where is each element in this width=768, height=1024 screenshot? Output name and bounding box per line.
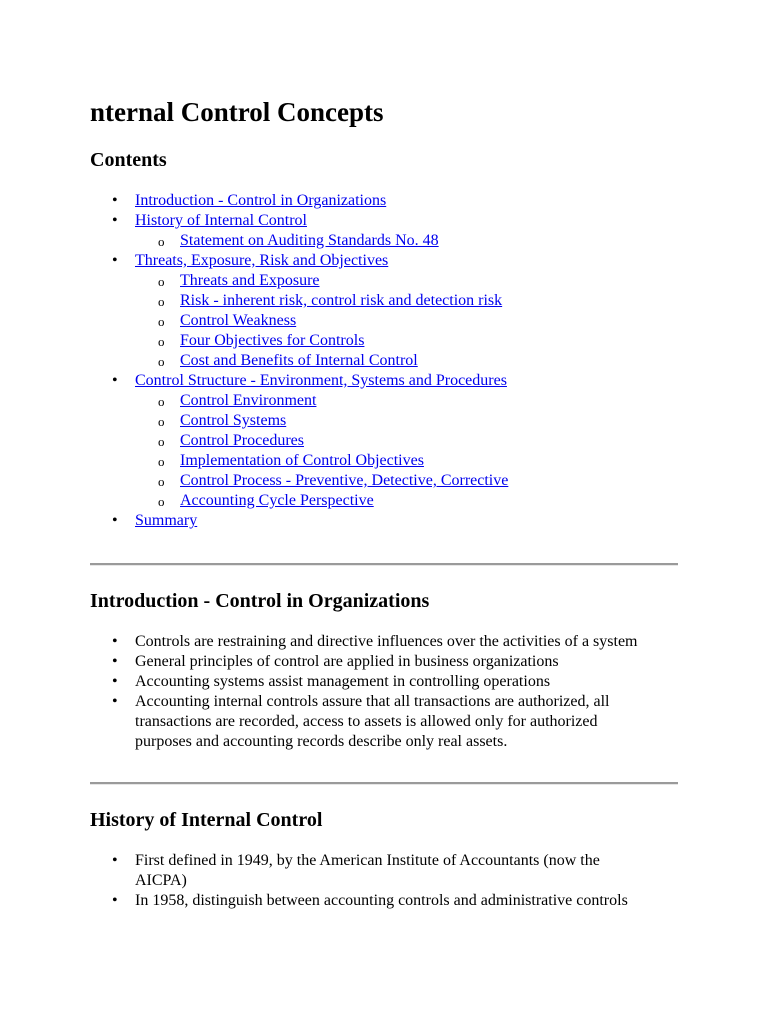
contents-link-history[interactable]: History of Internal Control [135,212,307,229]
section-divider [90,563,678,566]
bullet-circle-icon: o [158,434,165,449]
contents-link-threats-exposure[interactable]: Threats and Exposure [180,272,320,289]
list-item-text: In 1958, distinguish between accounting controls and administrative controls [135,892,628,909]
bullet-disc-icon: • [112,252,118,269]
contents-subitem [135,271,508,291]
contents-subitem [135,231,508,251]
list-item [90,632,650,652]
contents-link-control-procedures[interactable]: Control Procedures [180,432,304,449]
section-divider [90,782,678,785]
list-item [90,692,650,752]
history-heading: History of Internal Control [90,809,323,831]
contents-link-sas-48[interactable]: Statement on Auditing Standards No. 48 [180,232,439,249]
introduction-list [90,632,650,752]
list-item [90,652,650,672]
contents-link-four-objectives[interactable]: Four Objectives for Controls [180,332,365,349]
bullet-circle-icon: o [158,314,165,329]
contents-subitem [135,411,508,431]
bullet-circle-icon: o [158,474,165,489]
contents-link-implementation[interactable]: Implementation of Control Objectives [180,452,424,469]
contents-subitem [135,291,508,311]
list-item [90,672,650,692]
bullet-disc-icon: • [112,673,118,690]
list-item-text: Accounting systems assist management in controlling operations [135,673,551,690]
bullet-disc-icon: • [112,892,118,909]
contents-item-summary [90,511,508,531]
contents-link-summary[interactable]: Summary [135,512,198,529]
contents-subitem [135,351,508,371]
contents-link-control-environment[interactable]: Control Environment [180,392,317,409]
contents-subitem [135,331,508,351]
contents-link-cost-benefits[interactable]: Cost and Benefits of Internal Control [180,352,418,369]
contents-subitem [135,471,508,491]
list-item [90,891,650,911]
contents-item-history [90,211,508,251]
contents-item-threats [90,251,508,371]
list-item [90,851,635,891]
introduction-heading: Introduction - Control in Organizations [90,590,430,612]
bullet-circle-icon: o [158,494,165,509]
contents-heading: Contents [90,149,167,171]
bullet-disc-icon: • [112,212,118,229]
contents-link-control-structure[interactable]: Control Structure - Environment, Systems and Procedures [135,372,507,389]
contents-sublist-history [135,231,508,251]
list-item-text: Controls are restraining and directive influences over the activities of a system [135,633,638,650]
contents-subitem [135,391,508,411]
contents-list [90,191,508,531]
contents-link-introduction[interactable]: Introduction - Control in Organizations [135,192,387,209]
bullet-disc-icon: • [112,693,118,710]
list-item-text: General principles of control are applied in business organizations [135,653,559,670]
list-item-text: Accounting internal controls assure that all transactions are authorized, all transactions are recorded, access to assets is allowed only for authorized purposes and accounting records describe only real assets. [135,693,610,750]
contents-sublist-threats [135,271,508,371]
contents-link-control-systems[interactable]: Control Systems [180,412,287,429]
bullet-circle-icon: o [158,274,165,289]
contents-sublist-control-structure [135,391,508,511]
bullet-circle-icon: o [158,454,165,469]
bullet-circle-icon: o [158,234,165,249]
bullet-disc-icon: • [112,653,118,670]
bullet-disc-icon: • [112,512,118,529]
history-list [90,851,650,911]
bullet-disc-icon: • [112,192,118,209]
bullet-circle-icon: o [158,354,165,369]
contents-subitem [135,451,508,471]
contents-link-accounting-cycle[interactable]: Accounting Cycle Perspective [180,492,374,509]
bullet-disc-icon: • [112,852,118,869]
contents-link-control-process[interactable]: Control Process - Preventive, Detective, Corrective [180,472,509,489]
contents-link-control-weakness[interactable]: Control Weakness [180,312,297,329]
bullet-disc-icon: • [112,633,118,650]
bullet-circle-icon: o [158,394,165,409]
bullet-circle-icon: o [158,294,165,309]
bullet-circle-icon: o [158,334,165,349]
contents-link-risk[interactable]: Risk - inherent risk, control risk and detection risk [180,292,503,309]
bullet-circle-icon: o [158,414,165,429]
contents-item-introduction [90,191,508,211]
contents-subitem [135,431,508,451]
contents-link-threats[interactable]: Threats, Exposure, Risk and Objectives [135,252,389,269]
list-item-text: First defined in 1949, by the American Institute of Accountants (now the AICPA) [135,852,600,889]
contents-subitem [135,311,508,331]
bullet-disc-icon: • [112,372,118,389]
contents-subitem [135,491,508,511]
contents-item-control-structure [90,371,508,511]
page-title: nternal Control Concepts [90,97,384,127]
